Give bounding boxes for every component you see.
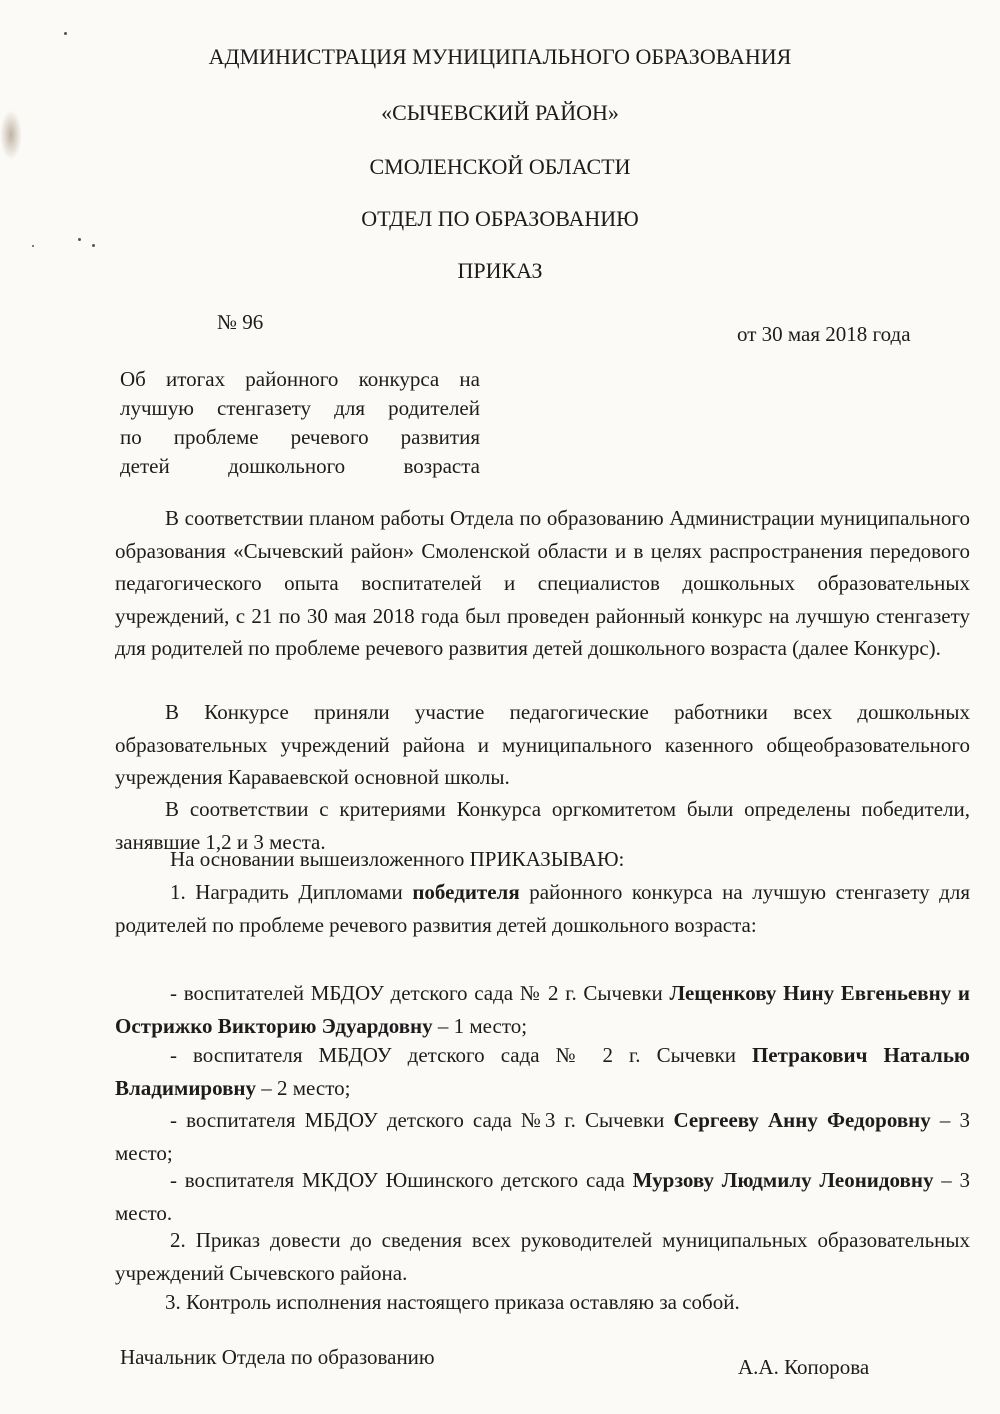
award-third-place: - воспитателя МБДОУ детского сада №3 г. Сычевки Сергееву Анну Федоровну – 3 место; [115,1108,970,1165]
signature-name: А.А. Копорова [738,1355,870,1379]
order-subject [120,365,480,481]
header-region: СМОЛЕНСКОЙ ОБЛАСТИ [369,154,631,179]
award-second-place: - воспитателя МБДОУ детского сада № 2 г. Сычевки Петракович Наталью Владимировну – 2 место; [115,1043,970,1100]
subject-line: по проблеме речевого развития [120,425,480,449]
header-district: «СЫЧЕВСКИЙ РАЙОН» [381,100,619,125]
order-item-3: 3. Контроль исполнения настоящего приказа оставляю за собой. [165,1290,740,1314]
subject-line: лучшую стенгазету для родителей [120,396,480,420]
order-number: № 96 [217,310,264,334]
header-administration: АДМИНИСТРАЦИЯ МУНИЦИПАЛЬНОГО ОБРАЗОВАНИЯ [208,44,792,69]
scan-speck [78,238,81,241]
order-date: от 30 мая 2018 года [737,322,911,346]
scan-speck [32,245,34,247]
subject-line: Об итогах районного конкурса на [120,367,480,391]
paragraph-participants: В Конкурсе приняли участие педагогические работники всех дошкольных образовательных учреждений района и муниципального казенного общеобразовательного учреждения Караваевской основной школы. [115,700,970,789]
scan-speck [92,244,95,247]
order-item-2: 2. Приказ довести до сведения всех руководителей муниципальных образовательных учреждений Сычевского района. [115,1228,970,1285]
paragraph-intro: В соответствии планом работы Отдела по образованию Администрации муниципального образования «Сычевский район» Смоленской области и в целях распространения передового педагогического опыта воспитателей и специалистов дошкольных образовательных учреждений, с 21 по 30 мая 2018 года был проведен районный конкурс на лучшую стенгазету для родителей по проблеме речевого развития детей дошкольного возраста (далее Конкурс). [115,506,970,660]
document-type-title: ПРИКАЗ [457,258,543,283]
order-item-1: 1. Наградить Дипломами победителя районного конкурса на лучшую стенгазету для родителей по проблеме речевого развития детей дошкольного возраста: [115,880,970,937]
scan-speck [64,32,67,35]
subject-line: детей дошкольного возраста [120,454,480,478]
award-first-place: - воспитателей МБДОУ детского сада № 2 г. Сычевки Лещенкову Нину Евгеньевну и Острижко Викторию Эдуардовну – 1 место; [115,981,970,1038]
signature-position: Начальник Отдела по образованию [120,1345,435,1369]
header-department: ОТДЕЛ ПО ОБРАЗОВАНИЮ [361,206,639,231]
award-third-place-2: - воспитателя МКДОУ Юшинского детского сада Мурзову Людмилу Леонидовну – 3 место. [115,1168,971,1225]
paragraph-criteria: В соответствии с критериями Конкурса оргкомитетом были определены победители, занявшие 1,2 и 3 места. [115,797,970,854]
paragraph-order-basis: На основании вышеизложенного ПРИКАЗЫВАЮ: [170,847,625,871]
